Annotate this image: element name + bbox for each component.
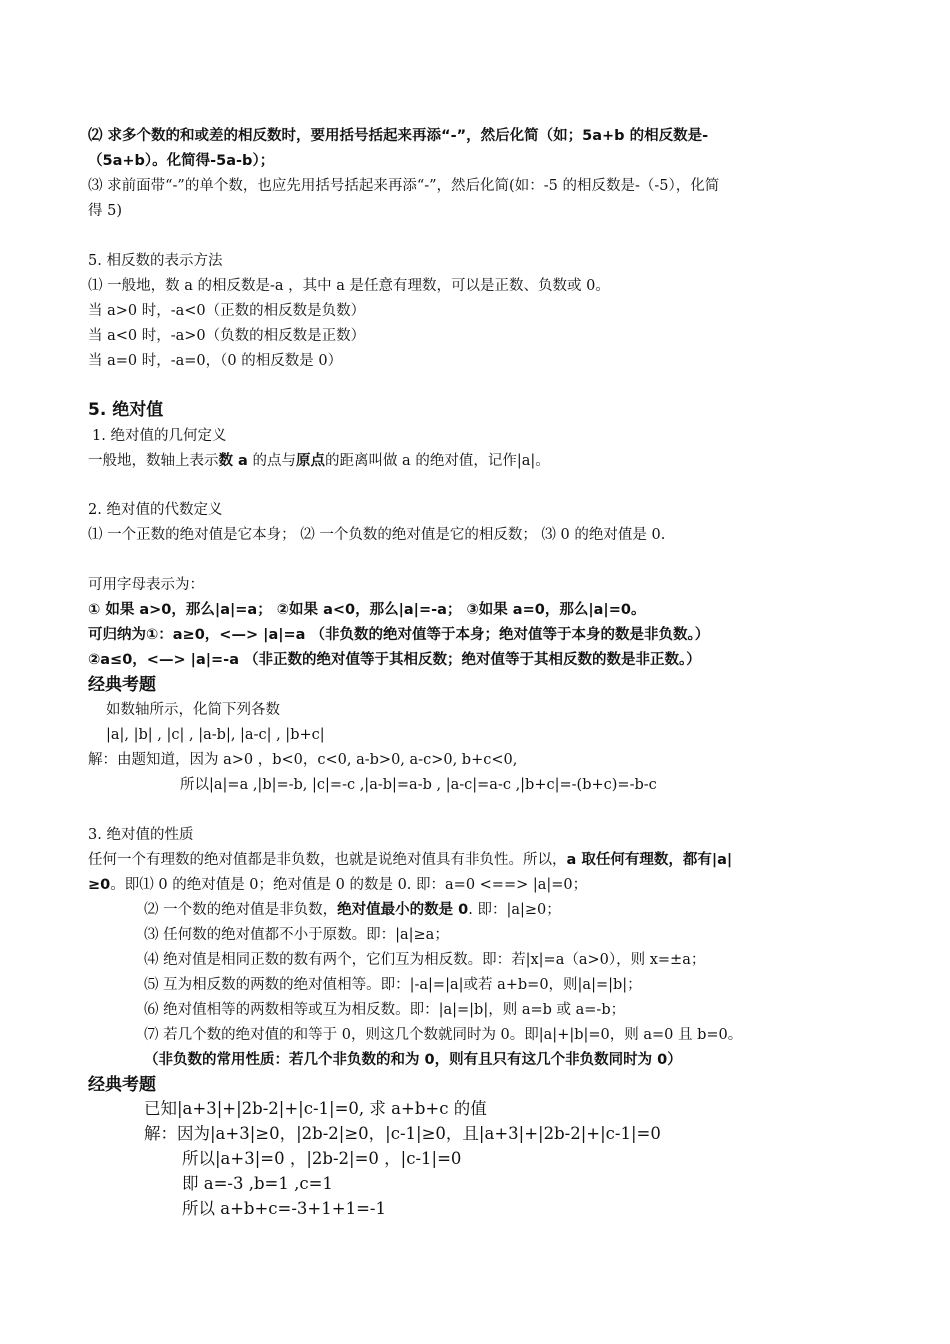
property-3: ⑶ 任何数的绝对值都不小于原数。即：|a|≥a； [144, 927, 449, 943]
properties-intro-line1: 任何一个有理数的绝对值都是非负数，也就是说绝对值具有非负性。所以，a 取任何有理数，都有|a| [88, 852, 733, 868]
problem-2-statement: 已知|a+3|+|2b-2|+|c-1|=0, 求 a+b+c 的值 [144, 1099, 487, 1118]
property-4: ⑷ 绝对值是相同正数的数有两个，它们互为相反数。即：若|x|=a（a>0），则 x=±a； [144, 952, 706, 968]
opposite-rule-3-line2: 得 5) [88, 203, 122, 219]
properties-heading: 3. 绝对值的性质 [88, 827, 194, 843]
property-6: ⑹ 绝对值相等的两数相等或互为相反数。即：|a|=|b|，则 a=b 或 a=-b； [144, 1002, 626, 1018]
problem-2-solution-result: 所以 a+b+c=-3+1+1=-1 [182, 1199, 386, 1218]
problem-2-solution-step1: 解：因为|a+3|≥0，|2b-2|≥0，|c-1|≥0，且|a+3|+|2b-2|+|c-1|=0 [144, 1124, 661, 1143]
opposite-notation-heading: 5. 相反数的表示方法 [88, 253, 223, 269]
summary-nonnegative: 可归纳为①：a≥0，<—> |a|=a （非负数的绝对值等于本身；绝对值等于本身的数是非负数。） [88, 627, 710, 643]
problem-1-solution-given: 解：由题知道，因为 a>0 ，b<0，c<0, a-b>0, a-c>0, b+c<0, [88, 752, 518, 768]
algebraic-definition-heading: 2. 绝对值的代数定义 [88, 502, 223, 518]
property-7: ⑺ 若几个数的绝对值的和等于 0，则这几个数就同时为 0。即|a|+|b|=0，则 a=0 且 b=0。 [144, 1027, 743, 1043]
geometric-definition-text: 一般地，数轴上表示数 a 的点与原点的距离叫做 a 的绝对值，记作|a|。 [88, 453, 550, 469]
opposite-notation-general: ⑴ 一般地，数 a 的相反数是-a ，其中 a 是任意有理数，可以是正数、负数或 0。 [88, 278, 610, 294]
problem-1-solution-result: 所以|a|=a ,|b|=-b, |c|=-c ,|a-b|=a-b , |a-c|=a-c ,|b+c|=-(b+c)=-b-c [180, 777, 657, 793]
opposite-case-negative: 当 a<0 时，-a>0（负数的相反数是正数） [88, 328, 366, 344]
property-2: ⑵ 一个数的绝对值是非负数，绝对值最小的数是 0. 即：|a|≥0； [144, 902, 561, 918]
problem-2-solution-step2: 所以|a+3|=0 ，|2b-2|=0 ，|c-1|=0 [182, 1149, 462, 1168]
opposite-case-positive: 当 a>0 时，-a<0（正数的相反数是负数） [88, 303, 366, 319]
classic-problem-heading-1: 经典考题 [88, 675, 156, 695]
geometric-definition-heading: 1. 绝对值的几何定义 [92, 428, 227, 444]
properties-intro-line2: ≥0。即⑴ 0 的绝对值是 0；绝对值是 0 的数是 0. 即：a=0 <==> |a|=0； [88, 877, 588, 893]
section-heading-absolute-value: 5. 绝对值 [88, 400, 164, 420]
nonnegative-property-note: （非负数的常用性质：若几个非负数的和为 0，则有且只有这几个非负数同时为 0） [144, 1052, 682, 1068]
property-5: ⑸ 互为相反数的两数的绝对值相等。即：|-a|=|a|或若 a+b=0，则|a|=|b|； [144, 977, 642, 993]
letter-form-cases: ① 如果 a>0，那么|a|=a； ②如果 a<0，那么|a|=-a； ③如果 a=0，那么|a|=0。 [88, 602, 646, 618]
problem-1-expressions: |a|, |b| , |c| , |a-b|, |a-c| , |b+c| [106, 727, 325, 743]
problem-1-statement: 如数轴所示，化简下列各数 [106, 702, 280, 718]
letter-form-intro: 可用字母表示为： [88, 577, 204, 593]
problem-2-solution-step3: 即 a=-3 ,b=1 ,c=1 [182, 1174, 333, 1193]
algebraic-definition-text: ⑴ 一个正数的绝对值是它本身； ⑵ 一个负数的绝对值是它的相反数； ⑶ 0 的绝对值是 0. [88, 527, 666, 543]
summary-nonpositive: ②a≤0，<—> |a|=-a （非正数的绝对值等于其相反数；绝对值等于其相反数的数是非正数。） [88, 652, 701, 668]
classic-problem-heading-2: 经典考题 [88, 1075, 156, 1095]
opposite-rule-3-line1: ⑶ 求前面带“-”的单个数，也应先用括号括起来再添“-”，然后化简(如：-5 的相反数是-（-5），化简 [88, 178, 720, 194]
opposite-rule-2-line1: ⑵ 求多个数的和或差的相反数时，要用括号括起来再添“-”，然后化简（如；5a+b 的相反数是- [88, 128, 709, 144]
opposite-rule-2-line2: （5a+b）。化简得-5a-b）； [88, 153, 275, 169]
opposite-case-zero: 当 a=0 时，-a=0，（0 的相反数是 0） [88, 353, 343, 369]
